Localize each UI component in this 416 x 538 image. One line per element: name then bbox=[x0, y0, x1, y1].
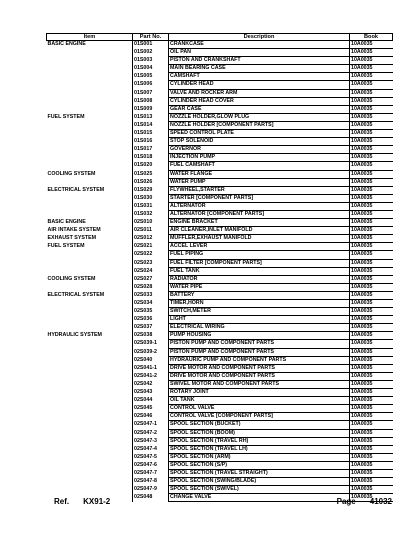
row-part-no: 02S047-2 bbox=[133, 429, 169, 437]
row-item bbox=[47, 453, 133, 461]
row-description: ROTARY JOINT bbox=[169, 389, 350, 397]
table-row bbox=[47, 478, 393, 486]
row-item bbox=[47, 194, 133, 202]
table-row bbox=[47, 372, 393, 380]
row-part-no: 02S047-5 bbox=[133, 453, 169, 461]
row-part-no: 02S040 bbox=[133, 356, 169, 364]
row-book: 10A0035 bbox=[350, 219, 393, 227]
row-description: RADIATOR bbox=[169, 275, 350, 283]
row-description: SPOOL SECTION (SWIVEL) bbox=[169, 486, 350, 494]
row-item bbox=[47, 154, 133, 162]
row-book: 10A0035 bbox=[350, 243, 393, 251]
row-part-no: 01S008 bbox=[133, 97, 169, 105]
row-book: 10A0035 bbox=[350, 235, 393, 243]
table-row bbox=[47, 113, 393, 121]
row-item bbox=[47, 478, 133, 486]
table-row bbox=[47, 235, 393, 243]
row-book: 10A0035 bbox=[350, 202, 393, 210]
column-header-description: Description bbox=[169, 34, 350, 41]
row-item bbox=[47, 445, 133, 453]
row-item bbox=[47, 348, 133, 356]
row-item bbox=[47, 65, 133, 73]
row-item: BASIC ENGINE bbox=[47, 41, 133, 49]
table-row bbox=[47, 308, 393, 316]
row-part-no: 02S047-3 bbox=[133, 437, 169, 445]
row-part-no: 01S014 bbox=[133, 121, 169, 129]
row-description: CONTROL VALVE bbox=[169, 405, 350, 413]
row-part-no: 01S032 bbox=[133, 210, 169, 218]
row-book: 10A0035 bbox=[350, 437, 393, 445]
row-part-no: 02S047-6 bbox=[133, 461, 169, 469]
row-item: AIR INTAKE SYSTEM bbox=[47, 227, 133, 235]
row-part-no: 01S017 bbox=[133, 146, 169, 154]
row-description: SPOOL SECTION (S/P) bbox=[169, 461, 350, 469]
row-item bbox=[47, 469, 133, 477]
table-row bbox=[47, 397, 393, 405]
row-description: MUFFLER,EXHAUST MANIFOLD bbox=[169, 235, 350, 243]
parts-index-table bbox=[46, 33, 393, 502]
row-book: 10A0035 bbox=[350, 405, 393, 413]
row-description: FUEL FILTER [COMPONENT PARTS] bbox=[169, 259, 350, 267]
row-item bbox=[47, 138, 133, 146]
row-description: CRANKCASE bbox=[169, 41, 350, 49]
row-part-no: 02S047-9 bbox=[133, 486, 169, 494]
row-part-no: 01S004 bbox=[133, 65, 169, 73]
row-description: CONTROL VALVE [COMPONENT PARTS] bbox=[169, 413, 350, 421]
row-book: 10A0035 bbox=[350, 97, 393, 105]
row-description: CHANGE VALVE bbox=[169, 494, 350, 502]
row-part-no: 01S031 bbox=[133, 202, 169, 210]
row-book: 10A0035 bbox=[350, 308, 393, 316]
row-part-no: 01S020 bbox=[133, 162, 169, 170]
row-book: 10A0035 bbox=[350, 49, 393, 57]
row-book: 10A0035 bbox=[350, 340, 393, 348]
row-part-no: 02S024 bbox=[133, 267, 169, 275]
row-item bbox=[47, 259, 133, 267]
row-part-no: 01S015 bbox=[133, 130, 169, 138]
row-item bbox=[47, 429, 133, 437]
table-row bbox=[47, 275, 393, 283]
row-book: 10A0035 bbox=[350, 170, 393, 178]
row-part-no: 02S027 bbox=[133, 275, 169, 283]
row-item bbox=[47, 413, 133, 421]
row-book: 10A0035 bbox=[350, 397, 393, 405]
row-part-no: 02S046 bbox=[133, 413, 169, 421]
row-description: SPOOL SECTION (BOOM) bbox=[169, 429, 350, 437]
table-header-row bbox=[47, 34, 393, 41]
table-row bbox=[47, 194, 393, 202]
reference bbox=[54, 497, 110, 506]
row-description: PUMP HOUSING bbox=[169, 332, 350, 340]
row-book: 10A0035 bbox=[350, 469, 393, 477]
row-part-no: 02S035 bbox=[133, 308, 169, 316]
table-row bbox=[47, 429, 393, 437]
row-description: STOP SOLENOID bbox=[169, 138, 350, 146]
table-row bbox=[47, 405, 393, 413]
row-description: VALVE AND ROCKER ARM bbox=[169, 89, 350, 97]
row-description: NOZZLE HOLDER [COMPONENT PARTS] bbox=[169, 121, 350, 129]
row-book: 10A0035 bbox=[350, 413, 393, 421]
table-row bbox=[47, 243, 393, 251]
row-book: 10A0035 bbox=[350, 324, 393, 332]
row-item bbox=[47, 380, 133, 388]
row-part-no: 01S026 bbox=[133, 178, 169, 186]
row-item bbox=[47, 421, 133, 429]
row-book: 10A0035 bbox=[350, 57, 393, 65]
row-item: COOLING SYSTEM bbox=[47, 170, 133, 178]
table-row bbox=[47, 461, 393, 469]
column-header-book: Book bbox=[350, 34, 393, 41]
table-row bbox=[47, 389, 393, 397]
row-description: STARTER [COMPONENT PARTS] bbox=[169, 194, 350, 202]
row-book: 10A0035 bbox=[350, 267, 393, 275]
table-row bbox=[47, 340, 393, 348]
page-value: 41032 bbox=[369, 497, 392, 506]
row-part-no: 01S016 bbox=[133, 138, 169, 146]
row-part-no: 01S005 bbox=[133, 73, 169, 81]
row-description: OIL PAN bbox=[169, 49, 350, 57]
row-description: TIMER,HORN bbox=[169, 300, 350, 308]
row-description: SPEED CONTROL PLATE bbox=[169, 130, 350, 138]
table-row bbox=[47, 105, 393, 113]
table-row bbox=[47, 283, 393, 291]
row-item: FUEL SYSTEM bbox=[47, 113, 133, 121]
row-part-no: 02S045 bbox=[133, 405, 169, 413]
row-part-no: 02S012 bbox=[133, 235, 169, 243]
row-part-no: 01S029 bbox=[133, 186, 169, 194]
row-item bbox=[47, 308, 133, 316]
row-part-no: 01S013 bbox=[133, 113, 169, 121]
row-book: 10A0035 bbox=[350, 421, 393, 429]
row-part-no: 02S039-2 bbox=[133, 348, 169, 356]
row-item bbox=[47, 356, 133, 364]
table-row bbox=[47, 469, 393, 477]
row-item bbox=[47, 178, 133, 186]
row-description: SPOOL SECTION (SWING/BLADE) bbox=[169, 478, 350, 486]
row-description: INJECTION PUMP bbox=[169, 154, 350, 162]
table-row bbox=[47, 413, 393, 421]
row-part-no: 01S018 bbox=[133, 154, 169, 162]
row-book: 10A0035 bbox=[350, 73, 393, 81]
row-book: 10A0035 bbox=[350, 162, 393, 170]
row-description: CYLINDER HEAD bbox=[169, 81, 350, 89]
row-description: ELECTRICAL WIRING bbox=[169, 324, 350, 332]
table-row bbox=[47, 316, 393, 324]
table-row bbox=[47, 170, 393, 178]
row-item bbox=[47, 324, 133, 332]
row-item: FUEL SYSTEM bbox=[47, 243, 133, 251]
table-row bbox=[47, 202, 393, 210]
row-description: DRIVE MOTOR AND COMPONENT PARTS bbox=[169, 364, 350, 372]
table-row bbox=[47, 65, 393, 73]
row-description: DRIVE MOTOR AND COMPONENT PARTS bbox=[169, 372, 350, 380]
row-item bbox=[47, 210, 133, 218]
table-row bbox=[47, 227, 393, 235]
table-row bbox=[47, 57, 393, 65]
row-description: FLYWHEEL,STARTER bbox=[169, 186, 350, 194]
row-part-no: 02S021 bbox=[133, 243, 169, 251]
row-part-no: 02S033 bbox=[133, 291, 169, 299]
row-book: 10A0035 bbox=[350, 389, 393, 397]
row-book: 10A0035 bbox=[350, 291, 393, 299]
table-row bbox=[47, 380, 393, 388]
table-row bbox=[47, 41, 393, 49]
table-row bbox=[47, 348, 393, 356]
row-item bbox=[47, 389, 133, 397]
row-description: CAMSHAFT bbox=[169, 73, 350, 81]
row-item: HYDRAULIC SYSTEM bbox=[47, 332, 133, 340]
row-description: AIR CLEANER,INLET MANIFOLD bbox=[169, 227, 350, 235]
row-book: 10A0035 bbox=[350, 227, 393, 235]
row-description: SPOOL SECTION (TRAVEL STRAIGHT) bbox=[169, 469, 350, 477]
row-part-no: 02S048 bbox=[133, 494, 169, 502]
row-book: 10A0035 bbox=[350, 494, 393, 502]
page-footer bbox=[46, 497, 392, 509]
row-part-no: 01S025 bbox=[133, 170, 169, 178]
row-book: 10A0035 bbox=[350, 105, 393, 113]
table-row bbox=[47, 219, 393, 227]
row-book: 10A0035 bbox=[350, 356, 393, 364]
table-row bbox=[47, 146, 393, 154]
row-description: SPOOL SECTION (ARM) bbox=[169, 453, 350, 461]
row-description: SPOOL SECTION (TRAVEL LH) bbox=[169, 445, 350, 453]
page-label: Page bbox=[336, 497, 356, 506]
table-row bbox=[47, 324, 393, 332]
row-item bbox=[47, 162, 133, 170]
table-row bbox=[47, 445, 393, 453]
row-book: 10A0035 bbox=[350, 364, 393, 372]
row-part-no: 02S022 bbox=[133, 251, 169, 259]
column-header-item: Item bbox=[47, 34, 133, 41]
table-row bbox=[47, 138, 393, 146]
row-item bbox=[47, 372, 133, 380]
row-book: 10A0035 bbox=[350, 154, 393, 162]
row-description: PISTON PUMP AND COMPONENT PARTS bbox=[169, 348, 350, 356]
row-item bbox=[47, 461, 133, 469]
row-part-no: 02S041-1 bbox=[133, 364, 169, 372]
row-book: 10A0035 bbox=[350, 283, 393, 291]
table-row bbox=[47, 121, 393, 129]
row-item bbox=[47, 405, 133, 413]
row-part-no: 02S047-1 bbox=[133, 421, 169, 429]
row-description: OIL TANK bbox=[169, 397, 350, 405]
row-book: 10A0035 bbox=[350, 478, 393, 486]
row-description: SPOOL SECTION (TRAVEL RH) bbox=[169, 437, 350, 445]
row-book: 10A0035 bbox=[350, 251, 393, 259]
table-row bbox=[47, 73, 393, 81]
row-description: ALTERNATOR bbox=[169, 202, 350, 210]
row-book: 10A0035 bbox=[350, 348, 393, 356]
row-description: WATER PUMP bbox=[169, 178, 350, 186]
row-description: LIGHT bbox=[169, 316, 350, 324]
table-row bbox=[47, 186, 393, 194]
row-item: COOLING SYSTEM bbox=[47, 275, 133, 283]
row-description: PISTON PUMP AND COMPONENT PARTS bbox=[169, 340, 350, 348]
row-description: ENGINE BRACKET bbox=[169, 219, 350, 227]
table-row bbox=[47, 259, 393, 267]
row-part-no: 01S003 bbox=[133, 57, 169, 65]
table-row bbox=[47, 81, 393, 89]
row-description: WATER FLANGE bbox=[169, 170, 350, 178]
row-item bbox=[47, 316, 133, 324]
row-item bbox=[47, 251, 133, 259]
row-book: 10A0035 bbox=[350, 210, 393, 218]
table-row bbox=[47, 332, 393, 340]
row-book: 10A0035 bbox=[350, 41, 393, 49]
row-part-no: 02S044 bbox=[133, 397, 169, 405]
row-book: 10A0035 bbox=[350, 275, 393, 283]
row-description: MAIN BEARING CASE bbox=[169, 65, 350, 73]
row-part-no: 02S034 bbox=[133, 300, 169, 308]
row-part-no: 01S001 bbox=[133, 41, 169, 49]
row-item bbox=[47, 340, 133, 348]
row-item bbox=[47, 267, 133, 275]
row-item bbox=[47, 81, 133, 89]
row-book: 10A0035 bbox=[350, 130, 393, 138]
row-part-no: 01S007 bbox=[133, 89, 169, 97]
row-book: 10A0035 bbox=[350, 486, 393, 494]
row-item bbox=[47, 97, 133, 105]
table-row bbox=[47, 162, 393, 170]
row-description: GEAR CASE bbox=[169, 105, 350, 113]
row-book: 10A0035 bbox=[350, 121, 393, 129]
row-item: EXHAUST SYSTEM bbox=[47, 235, 133, 243]
row-part-no: 02S047-4 bbox=[133, 445, 169, 453]
row-description: PISTON AND CRANKSHAFT bbox=[169, 57, 350, 65]
column-header-part-no: Part No. bbox=[133, 34, 169, 41]
row-item: ELECTRICAL SYSTEM bbox=[47, 291, 133, 299]
row-description: WATER PIPE bbox=[169, 283, 350, 291]
row-item bbox=[47, 283, 133, 291]
row-part-no: 02S028 bbox=[133, 283, 169, 291]
table-row bbox=[47, 437, 393, 445]
row-book: 10A0035 bbox=[350, 332, 393, 340]
table-row bbox=[47, 453, 393, 461]
table-row bbox=[47, 356, 393, 364]
row-description: FUEL PIPING bbox=[169, 251, 350, 259]
row-book: 10A0035 bbox=[350, 453, 393, 461]
row-part-no: 02S047-8 bbox=[133, 478, 169, 486]
row-book: 10A0035 bbox=[350, 65, 393, 73]
row-book: 10A0035 bbox=[350, 194, 393, 202]
table-row bbox=[47, 251, 393, 259]
reference-label: Ref. bbox=[54, 497, 70, 506]
row-item bbox=[47, 130, 133, 138]
row-part-no: 02S036 bbox=[133, 316, 169, 324]
row-description: ACCEL LEVER bbox=[169, 243, 350, 251]
row-part-no: 01S030 bbox=[133, 194, 169, 202]
table-row bbox=[47, 97, 393, 105]
row-book: 10A0035 bbox=[350, 89, 393, 97]
table-row bbox=[47, 364, 393, 372]
row-item: BASIC ENGINE bbox=[47, 219, 133, 227]
row-description: SWITCH,METER bbox=[169, 308, 350, 316]
table-row bbox=[47, 267, 393, 275]
row-description: HYDRAURIC PUMP AND COMPONENT PARTS bbox=[169, 356, 350, 364]
row-part-no: 02S023 bbox=[133, 259, 169, 267]
row-book: 10A0035 bbox=[350, 316, 393, 324]
row-part-no: 02S011 bbox=[133, 227, 169, 235]
row-description: SWIVEL MOTOR AND COMPONENT PARTS bbox=[169, 380, 350, 388]
row-part-no: 02S010 bbox=[133, 219, 169, 227]
table-row bbox=[47, 49, 393, 57]
row-book: 10A0035 bbox=[350, 186, 393, 194]
row-description: NOZZLE HOLDER,GLOW PLUG bbox=[169, 113, 350, 121]
row-item bbox=[47, 486, 133, 494]
row-part-no: 01S009 bbox=[133, 105, 169, 113]
row-description: ALTERNATOR [COMPONENT PARTS] bbox=[169, 210, 350, 218]
row-description: GOVERNOR bbox=[169, 146, 350, 154]
row-item bbox=[47, 146, 133, 154]
table-row bbox=[47, 210, 393, 218]
table-row bbox=[47, 178, 393, 186]
page-number bbox=[337, 497, 392, 506]
row-book: 10A0035 bbox=[350, 461, 393, 469]
row-item: ELECTRICAL SYSTEM bbox=[47, 186, 133, 194]
row-book: 10A0035 bbox=[350, 178, 393, 186]
row-book: 10A0035 bbox=[350, 81, 393, 89]
row-book: 10A0035 bbox=[350, 259, 393, 267]
row-item bbox=[47, 89, 133, 97]
row-description: BATTERY bbox=[169, 291, 350, 299]
row-item bbox=[47, 121, 133, 129]
row-book: 10A0035 bbox=[350, 146, 393, 154]
row-part-no: 01S002 bbox=[133, 49, 169, 57]
row-item bbox=[47, 364, 133, 372]
table-row bbox=[47, 291, 393, 299]
row-book: 10A0035 bbox=[350, 380, 393, 388]
row-item bbox=[47, 397, 133, 405]
table-row bbox=[47, 89, 393, 97]
table-row bbox=[47, 300, 393, 308]
row-description: FUEL TANK bbox=[169, 267, 350, 275]
table-row bbox=[47, 154, 393, 162]
row-book: 10A0035 bbox=[350, 138, 393, 146]
row-description: FUEL CAMSHAFT bbox=[169, 162, 350, 170]
row-part-no: 02S037 bbox=[133, 324, 169, 332]
row-book: 10A0035 bbox=[350, 300, 393, 308]
row-book: 10A0035 bbox=[350, 113, 393, 121]
row-item bbox=[47, 49, 133, 57]
row-item bbox=[47, 57, 133, 65]
row-item bbox=[47, 105, 133, 113]
row-part-no: 02S043 bbox=[133, 389, 169, 397]
table-row bbox=[47, 486, 393, 494]
row-book: 10A0035 bbox=[350, 429, 393, 437]
table-row bbox=[47, 421, 393, 429]
row-part-no: 01S006 bbox=[133, 81, 169, 89]
row-item bbox=[47, 300, 133, 308]
reference-model: KX91-2 bbox=[83, 497, 111, 506]
row-part-no: 02S038 bbox=[133, 332, 169, 340]
row-book: 10A0035 bbox=[350, 445, 393, 453]
table-row bbox=[47, 130, 393, 138]
row-part-no: 02S041-2 bbox=[133, 372, 169, 380]
row-description: SPOOL SECTION (BUCKET) bbox=[169, 421, 350, 429]
row-item bbox=[47, 202, 133, 210]
row-part-no: 02S042 bbox=[133, 380, 169, 388]
row-part-no: 02S047-7 bbox=[133, 469, 169, 477]
row-item bbox=[47, 73, 133, 81]
row-description: CYLINDER HEAD COVER bbox=[169, 97, 350, 105]
row-book: 10A0035 bbox=[350, 372, 393, 380]
row-item bbox=[47, 437, 133, 445]
row-part-no: 02S039-1 bbox=[133, 340, 169, 348]
